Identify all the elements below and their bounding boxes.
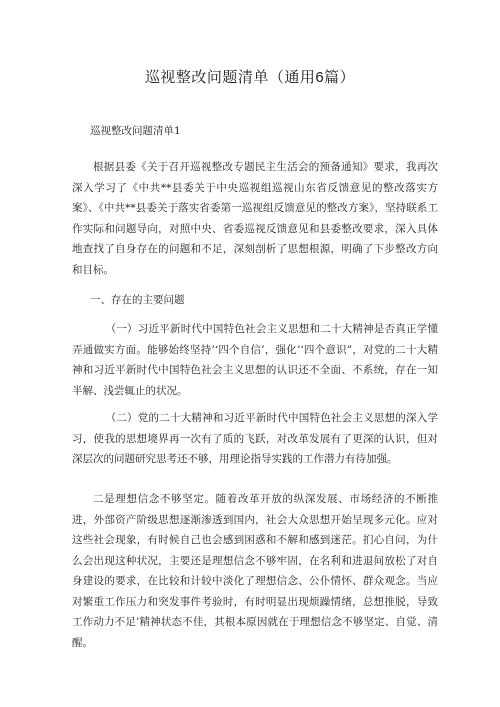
paragraph-text: （一）习近平新时代中国特色社会主义思想和二十大精神是否真正学懂弄通做实方面。能够始终坚持’‘四个自信’，强化’‘四个意识”，对党的二十大精神和习近平新时代中国特色社会主义思想的认识还不全面、不系统，存在一知半解、浅尝辄止的状况。 [72,323,438,397]
paragraph-text: （二）党的二十大精神和习近平新时代中国特色社会主义思想的深入学习，使我的思想境界再一次有了质的飞跃，对改革发展有了更深的认识，但对深层次的问题研究思考还不够，用理论指导实践的工作潜力有待加强。 [72,412,438,465]
paragraph-point-1 [72,319,438,401]
document-title: 巡视整改问题清单（通用6篇） [144,69,356,86]
paragraph-point-3 [72,489,438,653]
paragraph-text: 根据县委《关于召开巡视整改专题民主生活会的预备通知》要求，我再次深入学习了《中共**县委关于中央巡视组巡视山东省反馈意见的整改落实方案》、《中共**县委关于落实省委第一巡视组反馈意见的整改方案》，坚持联系工作实际和问题导向，对照中央、省委巡视反馈意见和县委整改要求，深入具体地查找了自身存在的问题和不足，深刻剖析了思想根源，明确了下步整改方向和目标。 [72,161,438,276]
section-heading: 一、存在的主要问题 [90,294,185,306]
paragraph-point-2 [72,408,438,470]
paragraph-text: 二是理想信念不够坚定。随着改革开放的纵深发展、市场经济的不断推进，外部资产阶级思想逐渐渗透到国内，社会大众思想开始呈现多元化。应对这些社会现象，有时候自己也会感到困惑和不解和感到迷茫。扪心自问，为什么会出现这种状况，主要还是理想信念不够牢固，在名利和进退间放松了对自身建设的要求，在比较和计较中淡化了理想信念、公仆情怀、群众观念。当应对繁重工作压力和突发事件考验时，有时明显出现烦躁情绪，总想推脱，导致工作动力不足’精神状态不佳，其根本原因就在于理想信念不够坚定、自觉、清醒。 [72,493,438,649]
paragraph-intro [72,157,438,280]
document-subtitle: 巡视整改问题清单1 [90,125,181,137]
